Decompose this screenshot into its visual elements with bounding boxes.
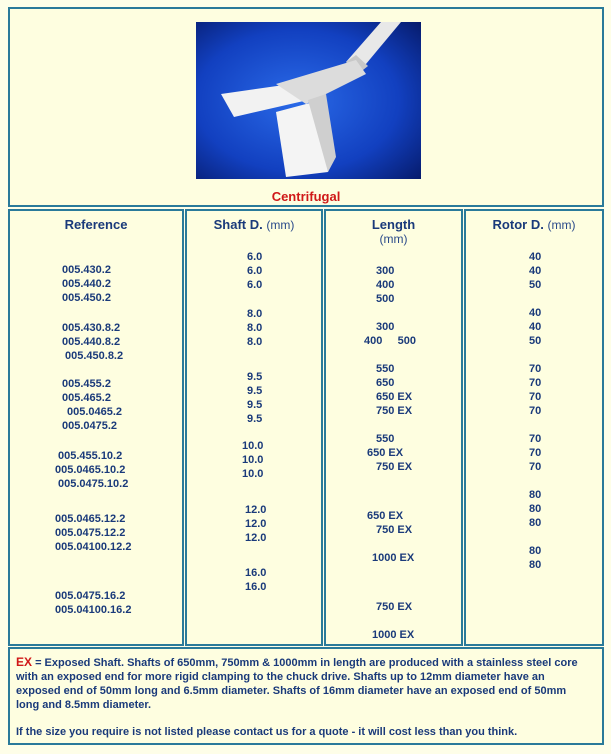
rotor-unit-label: (mm) xyxy=(547,218,576,232)
shaft-cell: 6.0 xyxy=(247,279,263,291)
length-cell: 550 xyxy=(376,363,395,375)
reference-cell: 005.04100.16.2 xyxy=(55,604,132,616)
length-unit-label: (mm) xyxy=(379,232,408,246)
rotor-cell: 80 xyxy=(529,489,542,501)
rotor-cell: 70 xyxy=(529,391,542,403)
shaft-cell: 12.0 xyxy=(245,504,267,516)
length-cell: 750 EX xyxy=(376,524,413,536)
rotor-cell: 80 xyxy=(529,517,542,529)
reference-cell: 005.430.8.2 xyxy=(62,322,121,334)
length-cell: 500 xyxy=(376,293,395,305)
reference-cell: 005.450.8.2 xyxy=(65,350,124,362)
shaft-diameter-column xyxy=(185,209,323,646)
rotor-cell: 80 xyxy=(529,559,542,571)
reference-cell: 005.0465.12.2 xyxy=(55,513,126,525)
reference-column xyxy=(8,209,184,646)
rotor-cell: 40 xyxy=(529,251,542,263)
product-caption: Centrifugal xyxy=(271,189,341,204)
reference-cell: 005.04100.12.2 xyxy=(55,541,132,553)
rotor-cell: 70 xyxy=(529,377,542,389)
shaft-cell: 6.0 xyxy=(247,251,263,263)
length-header xyxy=(326,218,461,246)
length-cell: 1000 EX xyxy=(372,552,415,564)
rotor-cell: 40 xyxy=(529,321,542,333)
length-cell: 750 EX xyxy=(376,405,413,417)
reference-cell: 005.450.2 xyxy=(62,292,111,304)
shaft-cell: 16.0 xyxy=(245,581,267,593)
rotor-cell: 70 xyxy=(529,363,542,375)
rotor-cell: 70 xyxy=(529,447,542,459)
notes-panel xyxy=(8,647,604,745)
contact-note: If the size you require is not listed please contact us for a quote - it will cost less than you think. xyxy=(16,726,518,738)
reference-cell: 005.455.2 xyxy=(62,378,111,390)
reference-cell: 005.0475.2 xyxy=(62,420,118,432)
shaft-cell: 9.5 xyxy=(247,385,263,397)
reference-cell: 005.0475.16.2 xyxy=(55,590,126,602)
reference-header: Reference xyxy=(64,217,128,232)
rotor-cell: 70 xyxy=(529,461,542,473)
reference-cell: 005.440.2 xyxy=(62,278,111,290)
length-cell: 550 xyxy=(376,433,395,445)
shaft-cell: 10.0 xyxy=(242,468,264,480)
reference-cell: 005.465.2 xyxy=(62,392,111,404)
rotor-cell: 80 xyxy=(529,503,542,515)
length-cell: 650 xyxy=(376,377,395,389)
rotor-cell: 80 xyxy=(529,545,542,557)
rotor-cell: 50 xyxy=(529,335,542,347)
reference-cell: 005.0475.12.2 xyxy=(55,527,126,539)
shaft-cell: 9.5 xyxy=(247,371,263,383)
length-cell: 400 xyxy=(376,279,395,291)
shaft-cell: 9.5 xyxy=(247,413,263,425)
shaft-cell: 8.0 xyxy=(247,308,263,320)
exposed-shaft-note xyxy=(16,655,592,712)
shaft-cell: 12.0 xyxy=(245,532,267,544)
shaft-cell: 16.0 xyxy=(245,567,267,579)
shaft-diameter-header xyxy=(187,218,321,232)
shaft-diameter-label: Shaft D. xyxy=(213,217,263,232)
rotor-cell: 50 xyxy=(529,279,542,291)
shaft-cell: 12.0 xyxy=(245,518,267,530)
rotor-cell: 70 xyxy=(529,433,542,445)
length-cell: 300 xyxy=(376,265,395,277)
rotor-diameter-header xyxy=(466,218,602,232)
rotor-diameter-label: Rotor D. xyxy=(492,217,544,232)
rotor-cell: 70 xyxy=(529,405,542,417)
reference-cell: 005.440.8.2 xyxy=(62,336,121,348)
reference-cell: 005.455.10.2 xyxy=(58,450,123,462)
length-cell: 650 EX xyxy=(367,447,404,459)
rotor-cell: 40 xyxy=(529,307,542,319)
reference-cell: 005.0465.2 xyxy=(67,406,123,418)
rotor-diameter-column xyxy=(464,209,604,646)
reference-cell: 005.430.2 xyxy=(62,264,111,276)
length-cell: 400 500 xyxy=(364,335,416,347)
length-cell: 750 EX xyxy=(376,601,413,613)
ex-abbreviation: EX xyxy=(16,655,33,669)
centrifugal-stirrer-photo xyxy=(196,22,421,179)
shaft-cell: 10.0 xyxy=(242,454,264,466)
shaft-cell: 10.0 xyxy=(242,440,264,452)
reference-cell: 005.0465.10.2 xyxy=(55,464,126,476)
rotor-cell: 40 xyxy=(529,265,542,277)
shaft-cell: 8.0 xyxy=(247,336,263,348)
length-column xyxy=(324,209,463,646)
shaft-unit-label: (mm) xyxy=(266,218,295,232)
length-label: Length xyxy=(371,217,416,232)
length-cell: 650 EX xyxy=(376,391,413,403)
product-header-panel xyxy=(8,7,604,207)
length-cell: 1000 EX xyxy=(372,629,415,641)
exposed-shaft-description: = Exposed Shaft. Shafts of 650mm, 750mm & 1000mm in length are produced with a stainless steel core with an exposed end for more rigid clamping to the chuck drive. Shafts up to 12mm diameter have an exposed end of 50mm long and 6.5mm diameter. Shafts of 16mm diameter have an exposed end of 50mm long and 8.5mm diameter. xyxy=(16,657,578,711)
length-cell: 650 EX xyxy=(367,510,404,522)
length-cell: 750 EX xyxy=(376,461,413,473)
shaft-cell: 8.0 xyxy=(247,322,263,334)
shaft-cell: 6.0 xyxy=(247,265,263,277)
shaft-cell: 9.5 xyxy=(247,399,263,411)
length-cell: 300 xyxy=(376,321,395,333)
reference-cell: 005.0475.10.2 xyxy=(58,478,129,490)
